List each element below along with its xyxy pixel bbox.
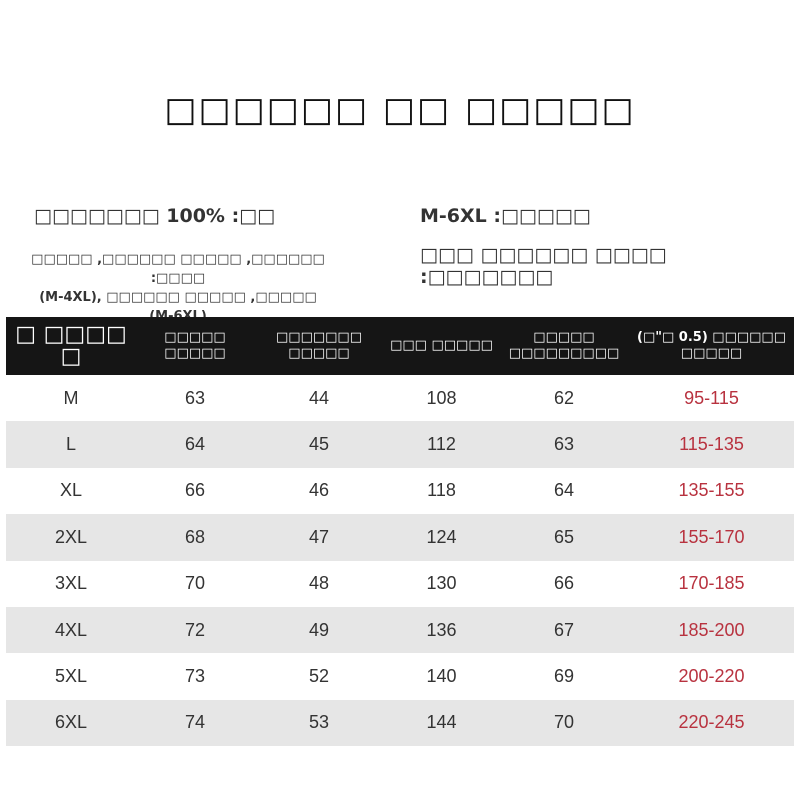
fabric-info-line-2: (M-4XL), □□□□□□ □□□□□ ,□□□□□ (M-6XL) (39, 290, 317, 324)
cell-size: 5XL (54, 666, 88, 687)
table-header-row (6, 317, 794, 375)
header-chest: □□□ □□□□□ (390, 338, 493, 353)
header-size: □ □□□□ □ (15, 322, 127, 369)
cell-size: L (65, 434, 76, 455)
fabric-info-line-1: □□□□□ ,□□□□□□ □□□□□ ,□□□□□□ :□□□□ (31, 252, 325, 286)
cell-size: 6XL (54, 712, 88, 733)
header-shoulder: □□□□□□□ □□□□□ (276, 330, 362, 361)
cell-size: M (63, 387, 79, 408)
cell-sleeve: 62 (553, 387, 575, 408)
cell-weight: 200-220 (678, 666, 745, 687)
care-info: □□□ □□□□□□ □□□□ :□□□□□□□ (420, 244, 667, 288)
table-row (6, 561, 794, 607)
cell-chest: 136 (426, 619, 457, 640)
cell-weight: 185-200 (678, 619, 745, 640)
cell-shoulder: 44 (308, 387, 330, 408)
cell-length: 74 (184, 712, 206, 733)
header-length: □□□□□ □□□□□ (164, 330, 226, 361)
cell-chest: 144 (426, 712, 457, 733)
cell-size: XL (59, 480, 83, 501)
header-weight: (□"□ 0.5) □□□□□□ □□□□□ (637, 330, 786, 361)
cell-size: 2XL (54, 526, 88, 547)
size-chart-table (6, 317, 794, 746)
table-row (6, 468, 794, 514)
cell-chest: 130 (426, 573, 457, 594)
cell-shoulder: 48 (308, 573, 330, 594)
cell-size: 4XL (54, 619, 88, 640)
sizes-info: M-6XL :□□□□□ (420, 205, 591, 227)
cell-chest: 112 (427, 434, 456, 455)
material-info: □□□□□□□ 100% :□□ (34, 205, 276, 227)
cell-sleeve: 67 (553, 619, 575, 640)
cell-weight: 95-115 (684, 387, 739, 408)
cell-length: 63 (184, 387, 206, 408)
cell-chest: 124 (426, 526, 457, 547)
cell-weight: 135-155 (678, 480, 745, 501)
cell-shoulder: 52 (308, 666, 330, 687)
cell-length: 66 (184, 480, 206, 501)
cell-length: 73 (184, 666, 206, 687)
cell-weight: 155-170 (678, 526, 745, 547)
cell-weight: 220-245 (678, 712, 745, 733)
cell-shoulder: 49 (308, 619, 330, 640)
cell-weight: 170-185 (678, 573, 745, 594)
cell-sleeve: 70 (553, 712, 575, 733)
cell-shoulder: 45 (308, 434, 330, 455)
cell-sleeve: 65 (553, 526, 575, 547)
cell-chest: 108 (426, 387, 457, 408)
table-row (6, 700, 794, 746)
cell-sleeve: 64 (553, 480, 575, 501)
table-row (6, 653, 794, 699)
cell-shoulder: 47 (308, 526, 330, 547)
cell-sleeve: 63 (553, 434, 575, 455)
cell-size: 3XL (54, 573, 88, 594)
cell-sleeve: 66 (553, 573, 575, 594)
page-title: □□□□□□ □□ □□□□□ (164, 90, 636, 130)
cell-length: 68 (184, 526, 206, 547)
cell-chest: 140 (426, 666, 457, 687)
cell-length: 64 (184, 434, 206, 455)
header-sleeve: □□□□□ □□□□□□□□□ (508, 330, 620, 361)
table-row (6, 375, 794, 421)
cell-chest: 118 (427, 480, 456, 501)
cell-length: 72 (184, 619, 206, 640)
cell-shoulder: 46 (308, 480, 330, 501)
cell-shoulder: 53 (308, 712, 330, 733)
table-row (6, 607, 794, 653)
table-row (6, 421, 794, 467)
cell-weight: 115-135 (679, 434, 744, 455)
table-row (6, 514, 794, 560)
cell-length: 70 (184, 573, 206, 594)
cell-sleeve: 69 (553, 666, 575, 687)
fabric-info (28, 250, 328, 326)
